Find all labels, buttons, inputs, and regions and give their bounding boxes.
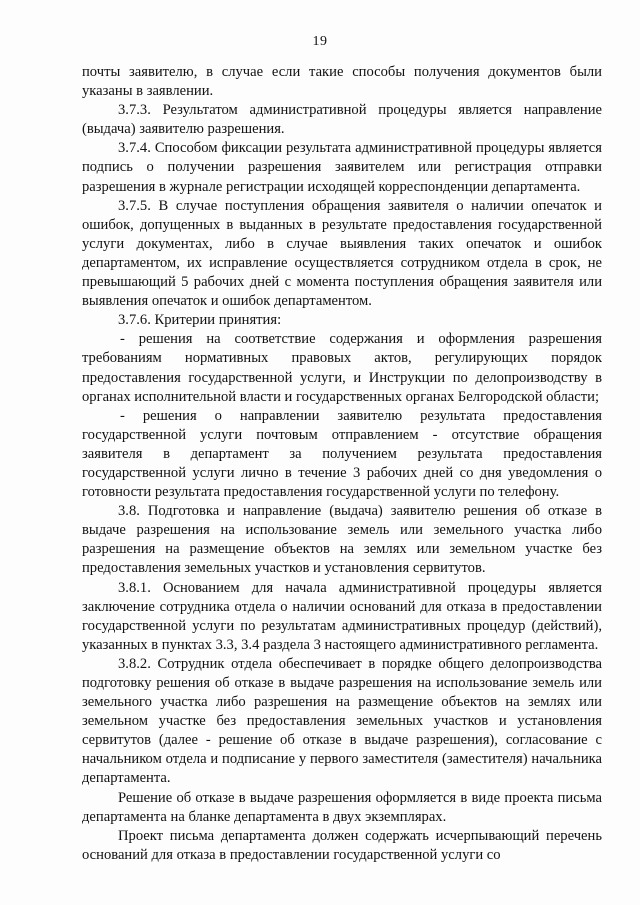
paragraph-letter-draft: Проект письма департамента должен содержать исчерпывающий перечень оснований для отказа в предоставлении государственной услуги со	[82, 827, 602, 863]
paragraph-3-7-3: 3.7.3. Результатом административной процедуры является направление (выдача) заявителю разрешения.	[82, 102, 602, 138]
paragraph-3-7-5: 3.7.5. В случае поступления обращения заявителя о наличии опечаток и ошибок, допущенных в выданных в результате предоставления государственной услуги документах, либо в случае выявления таких опечаток и ошибок департаментом, их исправление осуществляется сотрудником отдела в срок, не превышающий 5 рабочих дней с момента поступления обращения заявителя или выявления опечаток и ошибок департаментом.	[82, 197, 602, 310]
paragraph-3-7-6: 3.7.6. Критерии принятия:	[118, 312, 282, 329]
criteria-item-2: - решения о направлении заявителю результата предоставления государственной услуги почтовым отправлением - отсутствие обращения заявителя в департамент за получением результата предоставления государственной услуги лично в течение 3 рабочих дней со дня уведомления о готовности результата предоставления государственной услуги по телефону.	[82, 407, 602, 501]
criteria-item-1: - решения на соответствие содержания и оформления разрешения требованиям нормативных правовых актов, регулирующих порядок предоставления государственной услуги, и Инструкции по делопроизводству в органах исполнительной власти и государственных органах Белгородской области;	[82, 331, 602, 405]
page-number: 19	[312, 34, 328, 49]
paragraph-3-8: 3.8. Подготовка и направление (выдача) заявителю решения об отказе в выдаче разрешения на использование земель или земельного участка либо разрешения на размещение объектов на землях или земельном участке без предоставления земельных участков и установления сервитутов.	[82, 503, 602, 577]
paragraph-3-8-2: 3.8.2. Сотрудник отдела обеспечивает в порядке общего делопроизводства подготовку решения об отказе в выдаче разрешения на использование земель или земельного участка либо разрешения на размещение объектов на землях или земельном участке без предоставления земельных участков и установления сервитутов (далее - решение об отказе в выдаче разрешения), согласование с начальником отдела и подписание у первого заместителя (заместителя) начальника департамента.	[82, 655, 602, 787]
paragraph-continuation: почты заявителю, в случае если такие способы получения документов были указаны в заявлении.	[82, 64, 602, 100]
document-body	[82, 63, 602, 865]
paragraph-refusal-form: Решение об отказе в выдаче разрешения оформляется в виде проекта письма департамента на бланке департамента в двух экземплярах.	[82, 789, 602, 825]
paragraph-3-8-1: 3.8.1. Основанием для начала административной процедуры является заключение сотрудника отдела о наличии оснований для отказа в предоставлении государственной услуги по результатам административных процедур (действий), указанных в пунктах 3.3, 3.4 раздела 3 настоящего административного регламента.	[82, 579, 602, 653]
paragraph-3-7-4: 3.7.4. Способом фиксации результата административной процедуры является подпись о получении разрешения заявителем или регистрация отправки разрешения в журнале регистрации исходящей корреспонденции департамента.	[82, 140, 602, 195]
